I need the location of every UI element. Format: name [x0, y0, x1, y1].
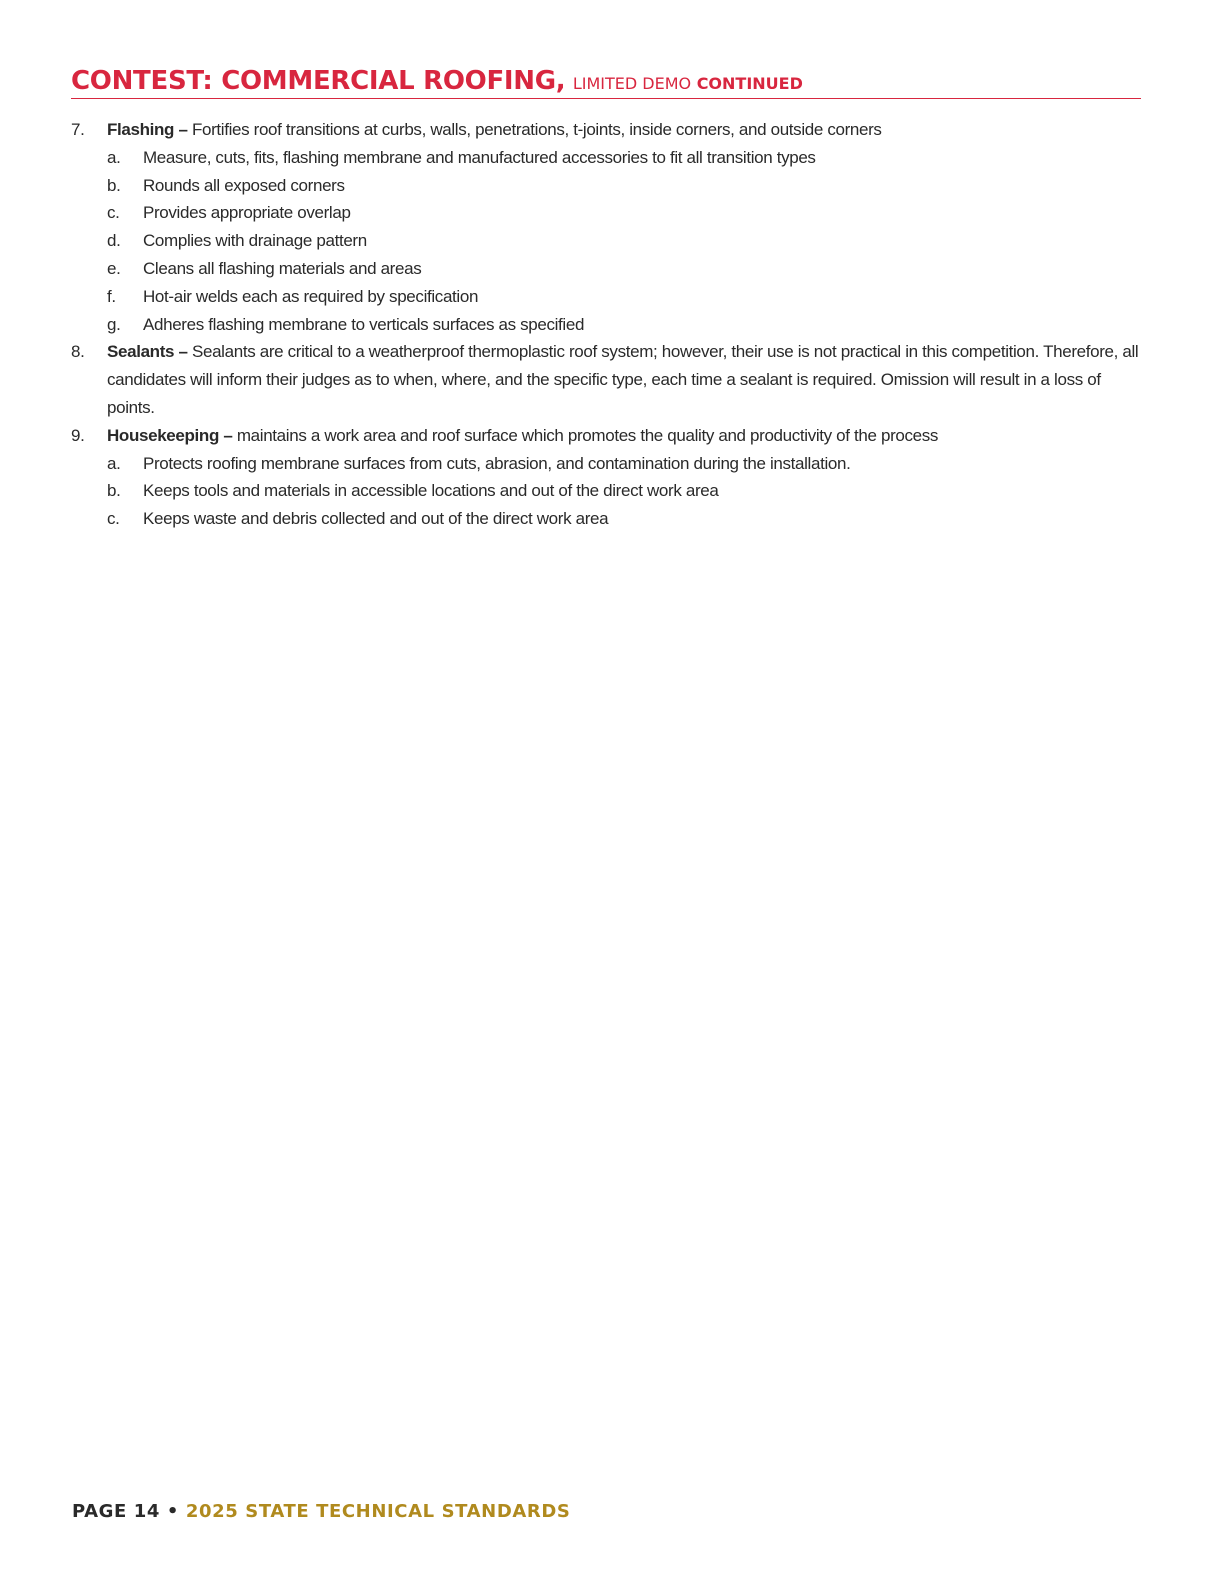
subitem-letter: g. — [107, 314, 121, 334]
document-body — [71, 116, 1141, 533]
list-item-flashing — [71, 116, 1141, 144]
subitem-text: Measure, cuts, fits, flashing membrane and manufactured accessories to fit all transition types — [143, 147, 816, 167]
page-subtitle — [573, 74, 803, 93]
subitem-letter: b. — [107, 175, 121, 195]
page-header — [71, 66, 1141, 99]
page-number: PAGE 14 • — [72, 1501, 180, 1522]
subitem-letter: c. — [107, 203, 120, 223]
subitem-text: Keeps waste and debris collected and out of the direct work area — [143, 509, 609, 529]
subitem-letter: a. — [107, 453, 121, 473]
item-number: 9. — [71, 425, 85, 445]
page-title: CONTEST: COMMERCIAL ROOFING, — [71, 66, 566, 96]
subitem-letter: a. — [107, 147, 121, 167]
list-subitem — [71, 283, 1141, 311]
list-subitem — [71, 144, 1141, 172]
list-subitem — [71, 227, 1141, 255]
subitem-letter: b. — [107, 481, 121, 501]
item-text: maintains a work area and roof surface which promotes the quality and productivity of the process — [232, 425, 939, 445]
subitem-letter: c. — [107, 509, 120, 529]
list-subitem — [71, 477, 1141, 505]
subitem-text: Provides appropriate overlap — [143, 203, 351, 223]
subitem-letter: f. — [107, 286, 116, 306]
subitem-letter: e. — [107, 258, 121, 278]
document-title: 2025 STATE TECHNICAL STANDARDS — [185, 1501, 571, 1522]
item-text: Fortifies roof transitions at curbs, walls, penetrations, t-joints, inside corners, and outside corners — [187, 120, 882, 139]
subtitle-continued: CONTINUED — [696, 74, 803, 93]
item-text: Sealants are critical to a weatherproof thermoplastic roof system; however, their use is not practical in this competition. Therefore, all candidates will inform their judges as to when, where, and the specific type, each time a sealant is required. Omission will result in a loss of points. — [107, 342, 1139, 417]
subitem-text: Rounds all exposed corners — [143, 175, 345, 195]
subitem-text: Keeps tools and materials in accessible locations and out of the direct work area — [143, 481, 719, 501]
list-subitem — [71, 172, 1141, 200]
list-subitem — [71, 505, 1141, 533]
subitem-text: Adheres flashing membrane to verticals surfaces as specified — [143, 314, 585, 334]
page-footer — [72, 1501, 570, 1522]
list-item-sealants — [71, 338, 1141, 421]
subitem-text: Hot-air welds each as required by specification — [143, 286, 479, 306]
list-subitem — [71, 450, 1141, 478]
item-lead: Flashing – — [107, 120, 188, 139]
list-item-housekeeping — [71, 422, 1141, 450]
item-lead: Housekeeping – — [107, 425, 233, 445]
subtitle-limited-demo: LIMITED DEMO — [572, 74, 692, 93]
subitem-letter: d. — [107, 231, 121, 251]
list-subitem — [71, 255, 1141, 283]
subitem-text: Protects roofing membrane surfaces from cuts, abrasion, and contamination during the installation. — [143, 453, 851, 473]
item-lead: Sealants – — [107, 342, 188, 362]
subitem-text: Cleans all flashing materials and areas — [143, 258, 422, 278]
item-number: 8. — [71, 342, 85, 362]
subitem-text: Complies with drainage pattern — [143, 231, 367, 251]
list-subitem — [71, 199, 1141, 227]
item-number: 7. — [71, 120, 85, 139]
list-subitem — [71, 311, 1141, 339]
